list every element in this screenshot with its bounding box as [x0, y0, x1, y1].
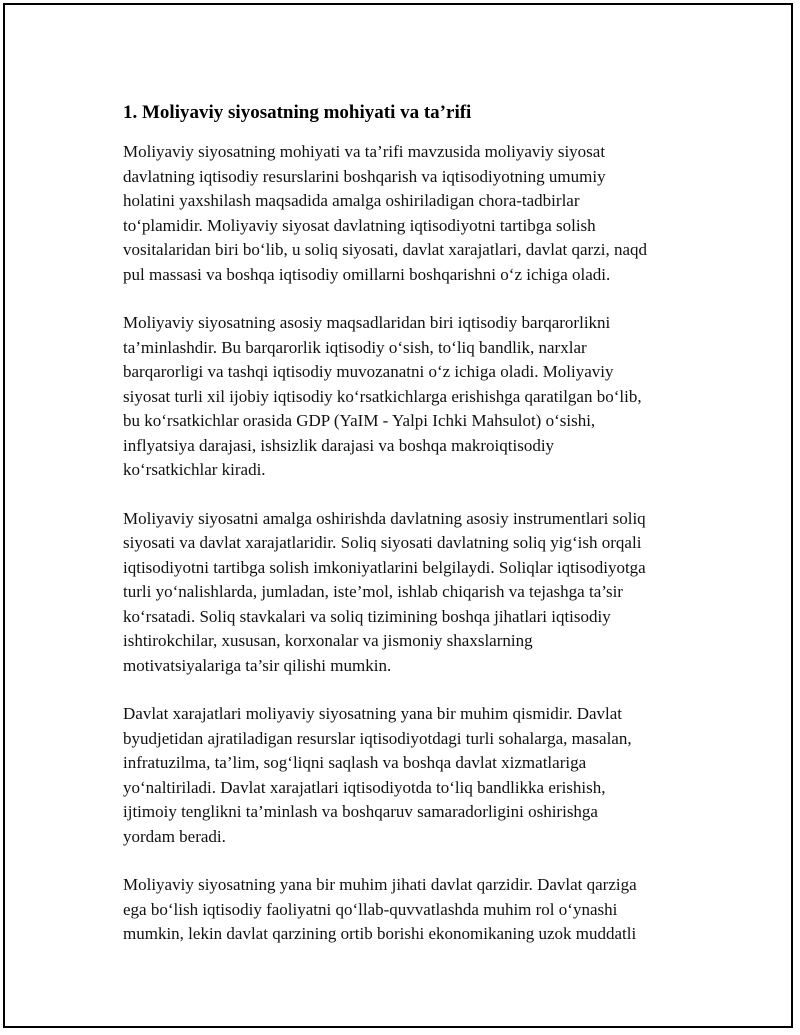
- paragraph-1: Moliyaviy siyosatning mohiyati va ta’rifi mavzusida moliyaviy siyosat davlatning iqtisodiy resurslarini boshqarish va iqtisodiyotning umumiy holatini yaxshilash maqsadida amalga oshiriladigan chora-tadbirlar to‘plamidir. Moliyaviy siyosat davlatning iqtisodiyotni tartibga solish vositalaridan biri bo‘lib, u soliq siyosati, davlat xarajatlari, davlat qarzi, naqd pul massasi va boshqa iqtisodiy omillarni boshqarishni o‘z ichiga oladi.: [123, 142, 648, 284]
- document-body: [123, 100, 703, 971]
- section-title: 1. Moliyaviy siyosatning mohiyati va ta’rifi: [123, 102, 472, 123]
- paragraph-2: Moliyaviy siyosatning asosiy maqsadlaridan biri iqtisodiy barqarorlikni ta’minlashdir. Bu barqarorlik iqtisodiy o‘sish, to‘liq bandlik, narxlar barqarorligi va tashqi iqtisodiy muvozanatni o‘z ichiga oladi. Moliyaviy siyosat turli xil ijobiy iqtisodiy ko‘rsatkichlarga erishishga qaratilgan bo‘lib, bu ko‘rsatkichlar orasida GDP (YaIM - Yalpi Ichki Mahsulot) o‘sishi, inflyatsiya darajasi, ishsizlik darajasi va boshqa makroiqtisodiy ko‘rsatkichlar kiradi.: [123, 313, 642, 479]
- paragraph-3: Moliyaviy siyosatni amalga oshirishda davlatning asosiy instrumentlari soliq siyosati va davlat xarajatlaridir. Soliq siyosati davlatning soliq yig‘ish orqali iqtisodiyotni tartibga solish imkoniyatlarini belgilaydi. Soliqlar iqtisodiyotga turli yo‘nalishlarda, jumladan, iste’mol, ishlab chiqarish va tejashga ta’sir ko‘rsatadi. Soliq stavkalari va soliq tizimining boshqa jihatlari iqtisodiy ishtirokchilar, xususan, korxonalar va jismoniy shaxslarning motivatsiyalariga ta’sir qilishi mumkin.: [123, 508, 646, 675]
- paragraph-4: Davlat xarajatlari moliyaviy siyosatning yana bir muhim qismidir. Davlat byudjetidan ajratiladigan resurslar iqtisodiyotdagi turli sohalarga, masalan, infratuzilma, ta’lim, sog‘liqni saqlash va boshqa davlat xizmatlariga yo‘naltiriladi. Davlat xarajatlari iqtisodiyotda to‘liq bandlikka erishish, ijtimoiy tenglikni ta’minlash va boshqaruv samaradorligini oshirishga yordam beradi.: [123, 704, 632, 846]
- paragraph-5: Moliyaviy siyosatning yana bir muhim jihati davlat qarzidir. Davlat qarziga ega bo‘lish iqtisodiy faoliyatni qo‘llab-quvvatlashda muhim rol o‘ynashi mumkin, lekin davlat qarzining ortib borishi ekonomikaning uzok muddatli: [123, 875, 637, 943]
- page-frame: [3, 3, 793, 1028]
